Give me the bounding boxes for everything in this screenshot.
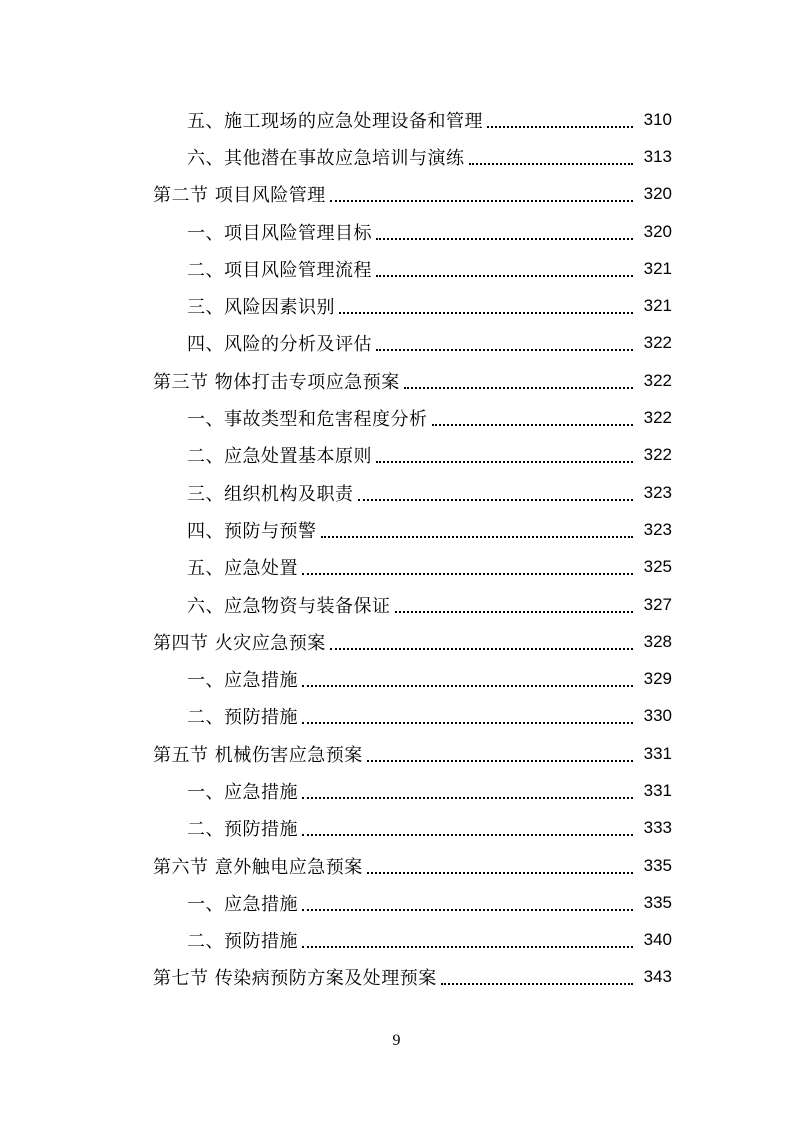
toc-entry-page: 313 — [643, 146, 672, 166]
toc-section-page: 331 — [643, 743, 672, 763]
dot-leader — [302, 667, 633, 687]
toc-section-title: 第五节 机械伤害应急预案 — [153, 744, 363, 766]
toc-entry-title: 三、组织机构及职责 — [187, 483, 354, 505]
dot-leader — [302, 704, 633, 724]
toc-section[interactable] — [0, 959, 793, 996]
toc-section-title: 第二节 项目风险管理 — [153, 185, 326, 207]
toc-entry[interactable] — [0, 884, 793, 921]
toc-section[interactable] — [0, 176, 793, 213]
toc-entry-page: 323 — [643, 482, 672, 502]
toc-entry[interactable] — [0, 101, 793, 138]
dot-leader — [302, 891, 633, 911]
dot-leader — [302, 928, 633, 948]
toc-entry[interactable] — [0, 660, 793, 697]
toc-entry-title: 二、项目风险管理流程 — [187, 259, 372, 281]
dot-leader — [376, 331, 633, 351]
dot-leader — [487, 108, 633, 128]
toc-entry-title: 一、应急措施 — [187, 781, 298, 803]
toc-entry-page: 340 — [643, 930, 672, 950]
toc-entry[interactable] — [0, 810, 793, 847]
toc-entry[interactable] — [0, 586, 793, 623]
toc-entry[interactable] — [0, 250, 793, 287]
toc-entry-page: 329 — [643, 669, 672, 689]
toc-entry-title: 一、项目风险管理目标 — [187, 222, 372, 244]
dot-leader — [302, 779, 633, 799]
toc-entry-page: 331 — [643, 780, 672, 800]
dot-leader — [302, 555, 633, 575]
toc-section[interactable] — [0, 735, 793, 772]
toc-entry-page: 323 — [643, 519, 672, 539]
toc-entry-title: 一、应急措施 — [187, 670, 298, 692]
dot-leader — [358, 481, 634, 501]
toc-entry[interactable] — [0, 698, 793, 735]
dot-leader — [330, 182, 633, 202]
toc-entry[interactable] — [0, 549, 793, 586]
dot-leader — [367, 742, 633, 762]
dot-leader — [367, 854, 633, 874]
toc-entry-page: 325 — [643, 557, 672, 577]
toc-entry-page: 310 — [643, 109, 672, 129]
toc-section-page: 322 — [643, 370, 672, 390]
toc-section[interactable] — [0, 623, 793, 660]
toc-entry[interactable] — [0, 213, 793, 250]
dot-leader — [302, 816, 633, 836]
toc-section-page: 320 — [643, 184, 672, 204]
toc-entry-title: 二、应急处置基本原则 — [187, 446, 372, 468]
page-number: 9 — [392, 1032, 401, 1049]
toc-section-title: 第三节 物体打击专项应急预案 — [153, 371, 400, 393]
toc-entry-title: 一、事故类型和危害程度分析 — [187, 409, 428, 431]
toc-entry[interactable] — [0, 511, 793, 548]
dot-leader — [432, 406, 634, 426]
toc-entry[interactable] — [0, 138, 793, 175]
toc-entry-page: 335 — [643, 892, 672, 912]
toc-entry-title: 六、其他潜在事故应急培训与演练 — [187, 147, 465, 169]
dot-leader — [376, 220, 633, 240]
toc-entry[interactable] — [0, 325, 793, 362]
dot-leader — [330, 630, 633, 650]
toc-entry[interactable] — [0, 437, 793, 474]
toc-section[interactable] — [0, 362, 793, 399]
toc-entry-title: 一、应急措施 — [187, 893, 298, 915]
toc-section[interactable] — [0, 847, 793, 884]
toc-entry[interactable] — [0, 922, 793, 959]
dot-leader — [404, 369, 633, 389]
toc-section-page: 335 — [643, 855, 672, 875]
toc-entry-page: 321 — [643, 296, 672, 316]
toc-entry-title: 五、施工现场的应急处理设备和管理 — [187, 110, 483, 132]
toc-entry-title: 三、风险因素识别 — [187, 297, 335, 319]
dot-leader — [321, 518, 634, 538]
toc-entry-title: 四、预防与预警 — [187, 520, 317, 542]
dot-leader — [376, 257, 633, 277]
toc-entry-title: 五、应急处置 — [187, 558, 298, 580]
toc-section-title: 第七节 传染病预防方案及处理预案 — [153, 968, 437, 990]
toc-entry[interactable] — [0, 399, 793, 436]
toc-entry-title: 六、应急物资与装备保证 — [187, 595, 391, 617]
toc-entry[interactable] — [0, 287, 793, 324]
toc-entry-page: 322 — [643, 445, 672, 465]
toc-entry-page: 322 — [643, 408, 672, 428]
toc-entry-title: 二、预防措施 — [187, 707, 298, 729]
toc-section-page: 328 — [643, 631, 672, 651]
toc-entry-page: 321 — [643, 258, 672, 278]
toc-entry-page: 333 — [643, 818, 672, 838]
toc-section-title: 第六节 意外触电应急预案 — [153, 856, 363, 878]
dot-leader — [395, 593, 634, 613]
dot-leader — [339, 294, 633, 314]
toc-entry[interactable] — [0, 474, 793, 511]
toc-entry-title: 四、风险的分析及评估 — [187, 334, 372, 356]
toc-entry-title: 二、预防措施 — [187, 931, 298, 953]
table-of-contents — [0, 101, 793, 996]
toc-entry-page: 322 — [643, 333, 672, 353]
toc-entry[interactable] — [0, 772, 793, 809]
toc-section-page: 343 — [643, 967, 672, 987]
toc-entry-page: 320 — [643, 221, 672, 241]
toc-section-title: 第四节 火灾应急预案 — [153, 632, 326, 654]
dot-leader — [469, 145, 634, 165]
toc-entry-title: 二、预防措施 — [187, 819, 298, 841]
dot-leader — [441, 965, 633, 985]
dot-leader — [376, 443, 633, 463]
toc-entry-page: 327 — [643, 594, 672, 614]
toc-entry-page: 330 — [643, 706, 672, 726]
